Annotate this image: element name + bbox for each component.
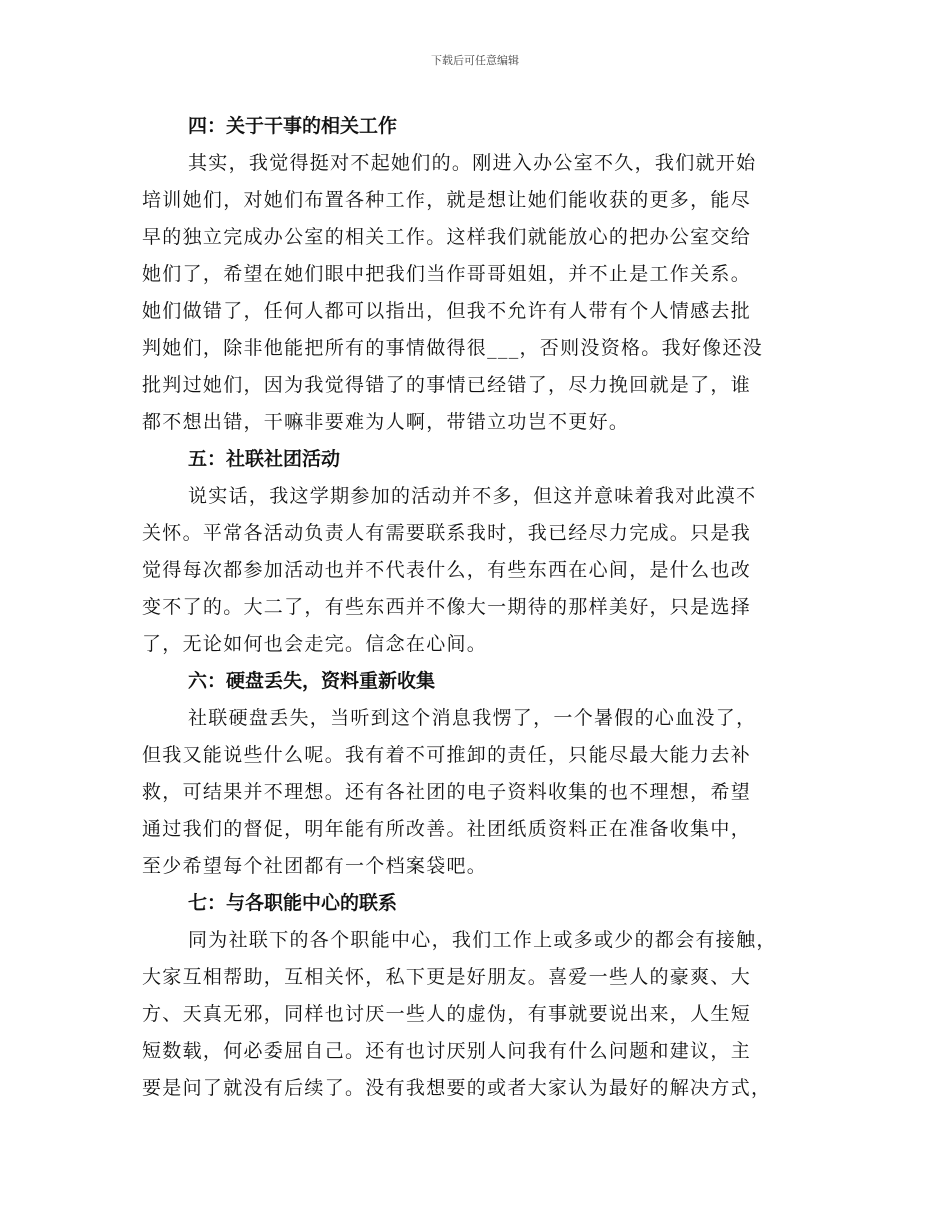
paragraph-line: 社联硬盘丢失，当听到这个消息我愣了，一个暑假的心血没了， <box>188 707 757 729</box>
paragraph-line: 说实话，我这学期参加的活动并不多，但这并意味着我对此漠不 <box>188 485 757 507</box>
page-header: 下载后可任意编辑 <box>431 54 519 67</box>
section-7 <box>142 885 814 1107</box>
paragraph-line: 大家互相帮助，互相关怀，私下更是好朋友。喜爱一些人的豪爽、大 <box>142 966 752 988</box>
paragraph-line: 判她们，除非他能把所有的事情做得很___，否则没资格。我好像还没 <box>142 337 764 359</box>
paragraph-line: 了，无论如何也会走完。信念在心间。 <box>142 633 488 655</box>
paragraph-line: 都不想出错，干嘛非要难为人啊，带错立功岂不更好。 <box>142 411 630 433</box>
paragraph-line: 她们做错了，任何人都可以指出，但我不允许有人带有个人情感去批 <box>142 300 752 322</box>
paragraph-line: 要是问了就没有后续了。没有我想要的或者大家认为最好的解决方式， <box>142 1077 772 1099</box>
paragraph-line: 变不了的。大二了，有些东西并不像大一期待的那样美好，只是选择 <box>142 596 752 618</box>
paragraph-line: 方、天真无邪，同样也讨厌一些人的虚伪，有事就要说出来，人生短 <box>142 1003 752 1025</box>
section-6 <box>142 663 814 885</box>
paragraph-line: 通过我们的督促，明年能有所改善。社团纸质资料正在准备收集中， <box>142 818 752 840</box>
section-4 <box>142 108 814 441</box>
section-title: 五：社联社团活动 <box>188 448 341 470</box>
section-title: 四：关于干事的相关工作 <box>188 115 398 137</box>
paragraph-line: 关怀。平常各活动负责人有需要联系我时，我已经尽力完成。只是我 <box>142 522 752 544</box>
paragraph-line: 她们了，希望在她们眼中把我们当作哥哥姐姐，并不止是工作关系。 <box>142 263 752 285</box>
paragraph-line: 但我又能说些什么呢。我有着不可推卸的责任，只能尽最大能力去补 <box>142 744 752 766</box>
paragraph-line: 同为社联下的各个职能中心，我们工作上或多或少的都会有接触， <box>188 929 777 951</box>
paragraph-line: 短数载，何必委屈自己。还有也讨厌别人问我有什么问题和建议，主 <box>142 1040 752 1062</box>
paragraph-line: 其实，我觉得挺对不起她们的。刚进入办公室不久，我们就开始 <box>188 152 757 174</box>
section-title: 七：与各职能中心的联系 <box>188 892 398 914</box>
paragraph-line: 觉得每次都参加活动也并不代表什么，有些东西在心间，是什么也改 <box>142 559 752 581</box>
paragraph-line: 救，可结果并不理想。还有各社团的电子资料收集的也不理想，希望 <box>142 781 752 803</box>
section-5 <box>142 441 814 663</box>
section-title: 六：硬盘丢失，资料重新收集 <box>188 670 436 692</box>
paragraph-line: 至少希望每个社团都有一个档案袋吧。 <box>142 855 488 877</box>
document-body <box>142 108 814 1107</box>
paragraph-line: 批判过她们，因为我觉得错了的事情已经错了，尽力挽回就是了，谁 <box>142 374 752 396</box>
paragraph-line: 培训她们，对她们布置各种工作，就是想让她们能收获的更多，能尽 <box>142 189 752 211</box>
paragraph-line: 早的独立完成办公室的相关工作。这样我们就能放心的把办公室交给 <box>142 226 752 248</box>
